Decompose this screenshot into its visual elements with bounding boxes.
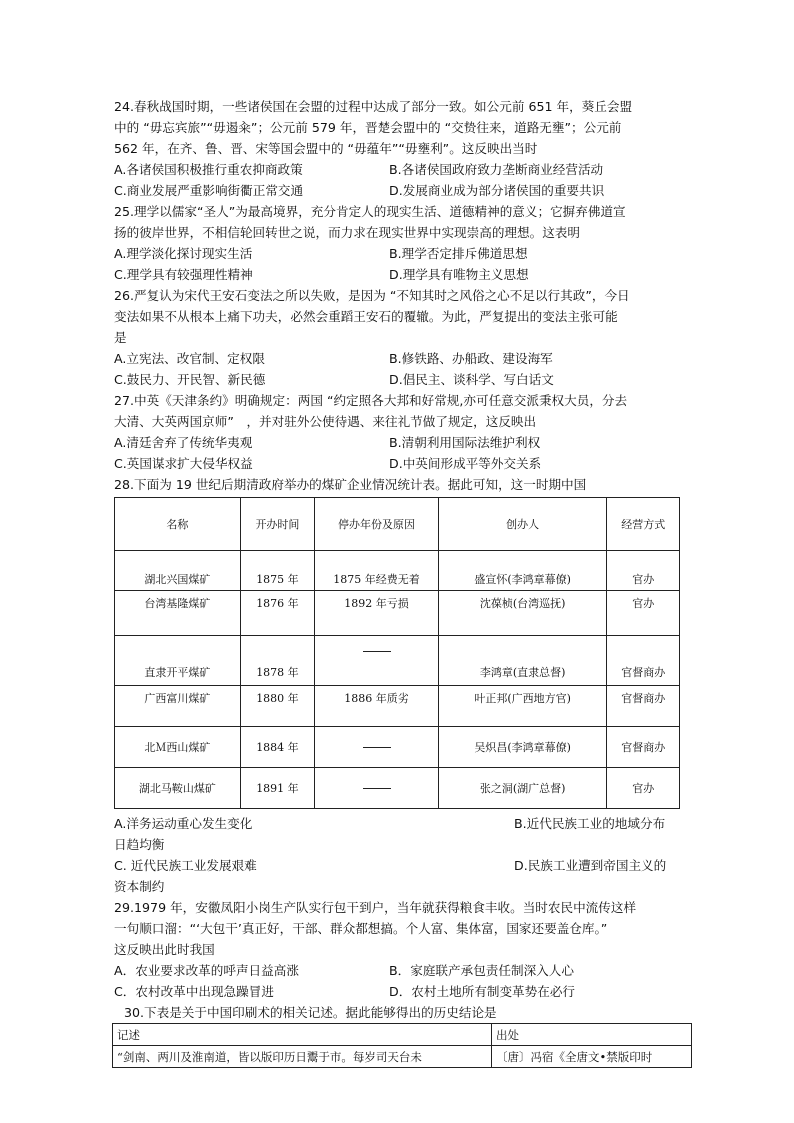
table-header-row	[115, 498, 680, 551]
cell-mode: 官办	[607, 768, 680, 809]
option-25-b: B.理学否定排斥佛道思想	[389, 246, 528, 261]
question-26	[114, 285, 684, 390]
table-row	[115, 591, 680, 636]
option-26-d: D.倡民主、谈科学、写白话文	[389, 372, 554, 387]
table-header-row	[113, 1024, 692, 1046]
question-30-line: 30.下表是关于中国印刷术的相关记述。据此能够得出的历史结论是	[124, 1005, 497, 1020]
cell-start: 1884 年	[240, 727, 315, 768]
option-27-a: A.清廷舍弃了传统华夷观	[114, 435, 253, 450]
option-27-b: B.清朝利用国际法维护利权	[389, 435, 541, 450]
option-28-b: B.近代民族工业的地域分布	[514, 816, 666, 831]
cell-name: 湖北兴国煤矿	[115, 551, 241, 591]
cell-stop: 1892 年亏损	[315, 591, 439, 636]
cell-start: 1875 年	[240, 551, 315, 591]
question-27-line-2: 大清、大英两国京师” ，并对驻外公使待遇、来往礼节做了规定，这反映出	[114, 414, 537, 429]
cell-name: 直隶开平煤矿	[115, 636, 241, 686]
question-25	[114, 201, 684, 285]
question-30	[114, 1002, 684, 1068]
table-row	[115, 727, 680, 768]
cell-founder: 吴炽昌(李鸿章幕僚)	[438, 727, 607, 768]
header-founder: 创办人	[438, 498, 607, 551]
exam-page	[114, 96, 684, 1068]
cell-stop-empty	[315, 768, 439, 809]
option-26-c: C.鼓民力、开民智、新民德	[114, 372, 266, 387]
question-29-line-2: 一句顺口溜：“‘大包干’真正好，干部、群众都想搞。个人富、集体富，国家还要盖仓库。”	[114, 921, 608, 936]
cell-start: 1876 年	[240, 591, 315, 636]
question-27	[114, 390, 684, 474]
cell-record: “剑南、两川及淮南道，皆以版印历日鬻于市。每岁司天台未	[113, 1046, 492, 1068]
coal-mine-table	[114, 497, 680, 809]
cell-source: 〔唐〕冯宿《全唐文•禁版印时	[492, 1046, 692, 1068]
cell-name: 广西富川煤矿	[115, 686, 241, 727]
option-29-d: D．农村土地所有制变革势在必行	[389, 984, 576, 999]
question-28-line: 28.下面为 19 世纪后期清政府举办的煤矿企业情况统计表。据此可知，这一时期中国	[114, 477, 587, 492]
option-27-d: D.中英间形成平等外交关系	[389, 456, 542, 471]
cell-start: 1878 年	[240, 636, 315, 686]
dash-mark	[363, 747, 391, 748]
cell-mode: 官督商办	[607, 686, 680, 727]
option-29-a: A．农业要求改革的呼声日益高涨	[114, 963, 299, 978]
option-25-c: C.理学具有较强理性精神	[114, 267, 253, 282]
dash-mark	[363, 651, 391, 652]
cell-name: 北Ｍ西山煤矿	[115, 727, 241, 768]
cell-stop-empty	[315, 727, 439, 768]
option-24-a: A.各诸侯国积极推行重农抑商政策	[114, 162, 303, 177]
question-29-line-1: 29.1979 年，安徽凤阳小岗生产队实行包干到户，当年就获得粮食丰收。当时农民中流传这样	[114, 900, 637, 915]
option-28-c: C. 近代民族工业发展艰难	[114, 858, 257, 873]
header-mode: 经营方式	[607, 498, 680, 551]
cell-stop-empty	[315, 636, 439, 686]
question-24-line-1: 24.春秋战国时期，一些诸侯国在会盟的过程中达成了部分一致。如公元前 651 年，葵丘会盟	[114, 99, 633, 114]
table-row	[115, 686, 680, 727]
question-29-line-3: 这反映出此时我国	[114, 942, 215, 957]
option-28-d: D.民族工业遭到帝国主义的	[514, 858, 667, 873]
cell-name: 湖北马鞍山煤矿	[115, 768, 241, 809]
table-row	[115, 551, 680, 591]
question-24-line-3: 562 年，在齐、鲁、晋、宋等国会盟中的 “毋蕴年”“毋壅利”。这反映出当时	[114, 141, 538, 156]
cell-founder: 盛宣怀(李鸿章幕僚)	[438, 551, 607, 591]
cell-founder: 叶正邦(广西地方官)	[438, 686, 607, 727]
question-25-line-2: 扬的彼岸世界，不相信轮回转世之说，而力求在现实世界中实现崇高的理想。这表明	[114, 225, 580, 240]
option-29-c: C．农村改革中出现急躁冒进	[114, 984, 274, 999]
option-26-b: B.修铁路、办船政、建设海军	[389, 351, 553, 366]
dash-mark	[363, 788, 391, 789]
cell-stop: 1886 年质劣	[315, 686, 439, 727]
option-25-a: A.理学淡化探讨现实生活	[114, 246, 253, 261]
header-start: 开办时间	[240, 498, 315, 551]
option-24-c: C.商业发展严重影响街衢正常交通	[114, 183, 304, 198]
question-26-line-3: 是	[114, 330, 127, 345]
question-29	[114, 897, 684, 1002]
option-29-b: B．家庭联产承包责任制深入人心	[389, 963, 574, 978]
option-28-a: A.洋务运动重心发生变化	[114, 816, 253, 831]
option-28-b-cont: 日趋均衡	[114, 837, 165, 852]
cell-mode: 官办	[607, 551, 680, 591]
table-row	[115, 636, 680, 686]
cell-stop: 1875 年经费无着	[315, 551, 439, 591]
option-27-c: C.英国谋求扩大侵华权益	[114, 456, 253, 471]
printing-table	[112, 1023, 692, 1068]
cell-start: 1891 年	[240, 768, 315, 809]
header-name: 名称	[115, 498, 241, 551]
question-26-line-1: 26.严复认为宋代王安石变法之所以失败，是因为 “不知其时之风俗之心不足以行其政”，今日	[114, 288, 630, 303]
cell-founder: 李鸿章(直隶总督)	[438, 636, 607, 686]
cell-mode: 官督商办	[607, 636, 680, 686]
header-record: 记述	[113, 1024, 492, 1046]
question-24-line-2: 中的 “毋忘宾旅”“毋遏籴”；公元前 579 年，晋楚会盟中的 “交贽往来，道路无壅”；公元前	[114, 120, 622, 135]
option-28-d-cont: 资本制约	[114, 879, 165, 894]
header-source: 出处	[492, 1024, 692, 1046]
cell-start: 1880 年	[240, 686, 315, 727]
header-stop: 停办年份及原因	[315, 498, 439, 551]
cell-name: 台湾基隆煤矿	[115, 591, 241, 636]
table-row	[113, 1046, 692, 1068]
cell-founder: 张之洞(湖广总督)	[438, 768, 607, 809]
cell-mode: 官督商办	[607, 727, 680, 768]
cell-mode: 官办	[607, 591, 680, 636]
question-28	[114, 474, 684, 897]
question-26-line-2: 变法如果不从根本上痛下功夫，必然会重蹈王安石的覆辙。为此，严复提出的变法主张可能	[114, 309, 618, 324]
option-24-b: B.各诸侯国政府致力垄断商业经营活动	[389, 162, 604, 177]
cell-founder: 沈葆桢(台湾巡抚)	[438, 591, 607, 636]
option-26-a: A.立宪法、改官制、定权限	[114, 351, 265, 366]
table-row	[115, 768, 680, 809]
question-27-line-1: 27.中英《天津条约》明确规定：两国 “约定照各大邦和好常规,亦可任意交派秉权大员，分去	[114, 393, 628, 408]
question-25-line-1: 25.理学以儒家“圣人”为最高境界，充分肯定人的现实生活、道德精神的意义；它摒弃佛道宣	[114, 204, 626, 219]
option-24-d: D.发展商业成为部分诸侯国的重要共识	[389, 183, 605, 198]
question-24	[114, 96, 684, 201]
option-25-d: D.理学具有唯物主义思想	[389, 267, 529, 282]
